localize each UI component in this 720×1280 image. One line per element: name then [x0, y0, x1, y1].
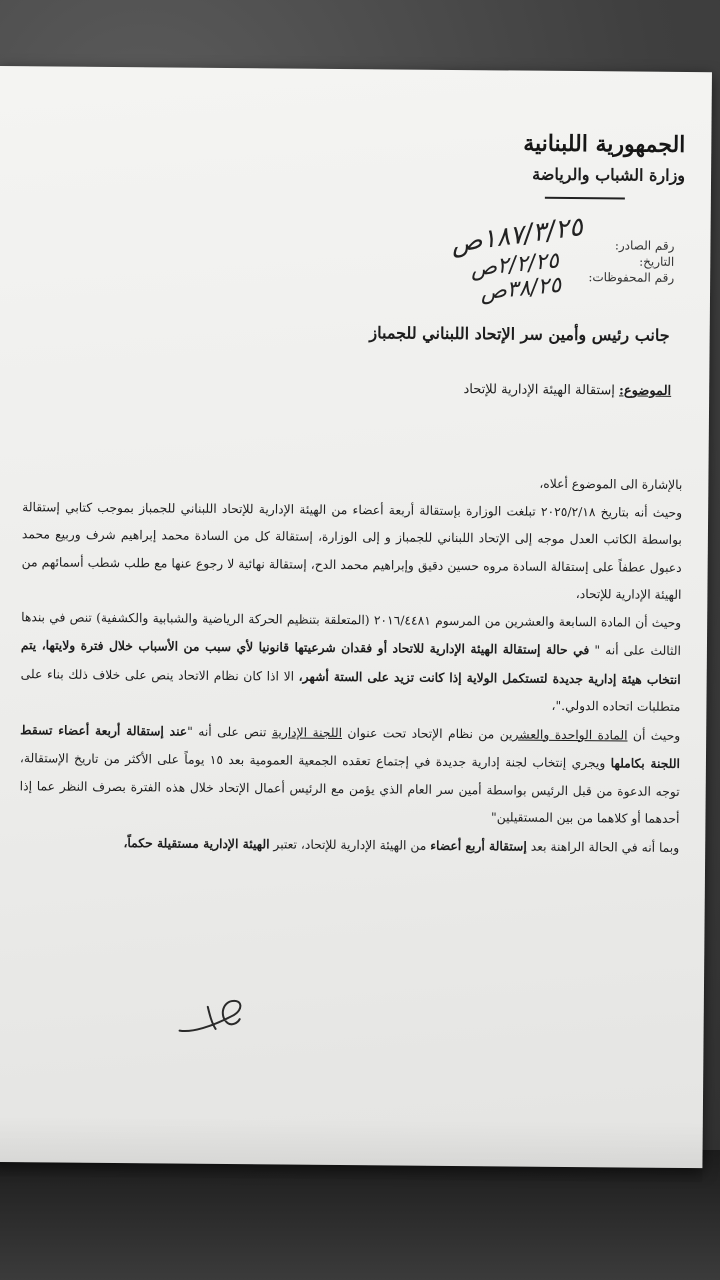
issued-number-label: رقم الصادر: [614, 238, 675, 253]
paragraph-2 [20, 604, 681, 722]
p4-mid: من الهيئة الإدارية للإتحاد، تعتبر [269, 836, 431, 853]
archive-number-label: رقم المحفوظات: [588, 270, 675, 285]
subject-line [463, 382, 671, 399]
letterhead-ministry: وزارة الشباب والرياضة [532, 164, 686, 185]
p2-end: الا اذا كان نظام الاتحاد ينص على خلاف ذلك بناء على متطلبات اتحاده الدولي."، [20, 666, 681, 714]
letter-body [19, 466, 682, 862]
p2-quote-bold: في حالة إستقالة الهيئة الإدارية للاتحاد أو فقدان شرعيتها قانونيا لأي سبب من الأسباب خلال فترة ولايتها، يتم انتخاب هيئة إدارية جديدة لتستكمل الولاية إذا كانت تزيد على الستة أشهر، [20, 637, 681, 687]
reference-block [588, 237, 674, 286]
paragraph-1: وحيث أنه بتاريخ ٢٠٢٥/٢/١٨ تبلغت الوزارة بإستقالة أربعة أعضاء من الهيئة الإدارية للإتحاد اللبناني للجمباز بموجب كتابي إستقالة بواسطة الكاتب العدل موجه إلى الإتحاد اللبناني للجمباز و إلى الوزارة، إستقالة كل من السادة محمد إبراهيم شرف وربيع محمد دعبول عطفاً على إستقالة السادة مروه حسين دقيق وإبراهيم محمد الدح، إستقالة نهائية لا رجوع عنها مع طلب شطب أسمائهم من الهيئة الإدارية للإتحاد، [21, 499, 683, 602]
paper-fold-shadow [0, 1116, 703, 1182]
handwritten-issued-number: ١٨٧/٣/٢٥ص [449, 211, 585, 260]
p3-states: تنص على أنه " [187, 724, 272, 739]
p3-intro: وحيث أن [627, 728, 681, 743]
p4-bold-2: الهيئة الإدارية مستقيلة حكماً، [123, 834, 270, 851]
letterhead-divider [545, 197, 625, 200]
p3-quote-bold: عند إستقالة أربعة أعضاء تسقط اللجنة بكاملها [20, 721, 681, 771]
letterhead-republic: الجمهورية اللبنانية [523, 130, 686, 158]
handwritten-date: ٢/٢/٢٥ص [469, 248, 560, 282]
greeting: بالإشارة الى الموضوع أعلاه، [539, 476, 683, 492]
p3-committee-ref: اللجنة الإدارية [271, 724, 343, 740]
subject-text: إستقالة الهيئة الإدارية للإتحاد [463, 382, 620, 399]
document-sheet [0, 66, 712, 1168]
recipient-line: جانب رئيس وأمين سر الإتحاد اللبناني للجمباز [369, 323, 670, 345]
handwritten-archive-number: ٣٨/٢٥ص [479, 272, 563, 306]
signature-icon [171, 993, 261, 1044]
p3-article-ref: المادة الواحدة والعشرين [499, 726, 628, 743]
p2-intro: وحيث أن المادة السابعة والعشرين من المرسوم ٢٠١٦/٤٤٨١ (المتعلقة بتنظيم الحركة الرياضية والشبابية والكشفية) تنص في بندها الثالث على أنه " [21, 609, 682, 658]
p3-mid: من نظام الإتحاد تحت عنوان [341, 725, 500, 741]
p4-intro: وبما أنه في الحالة الراهنة بعد [526, 839, 680, 855]
date-label: التاريخ: [639, 254, 675, 269]
paragraph-3 [19, 716, 680, 834]
paragraph-4 [19, 828, 679, 862]
subject-label: الموضوع: [618, 383, 672, 399]
p4-bold-1: إستقالة أربع أعضاء [430, 837, 527, 854]
letter [0, 66, 712, 1168]
p3-end: ويجري إنتخاب لجنة إدارية جديدة في إجتماع تعقده الجمعية العمومية بعد ١٥ يوماً على الأكثر من تاريخ الإستقالة، توجه الدعوة من قبل الرئيس بواسطة أمين سر العام الذي يؤمن مع الرئيس أعمال الإتحاد خلال هذه الفترة بصرف النظر عما إذا أحدهما أو كلاهما من بين المستقيلين" [19, 751, 680, 826]
